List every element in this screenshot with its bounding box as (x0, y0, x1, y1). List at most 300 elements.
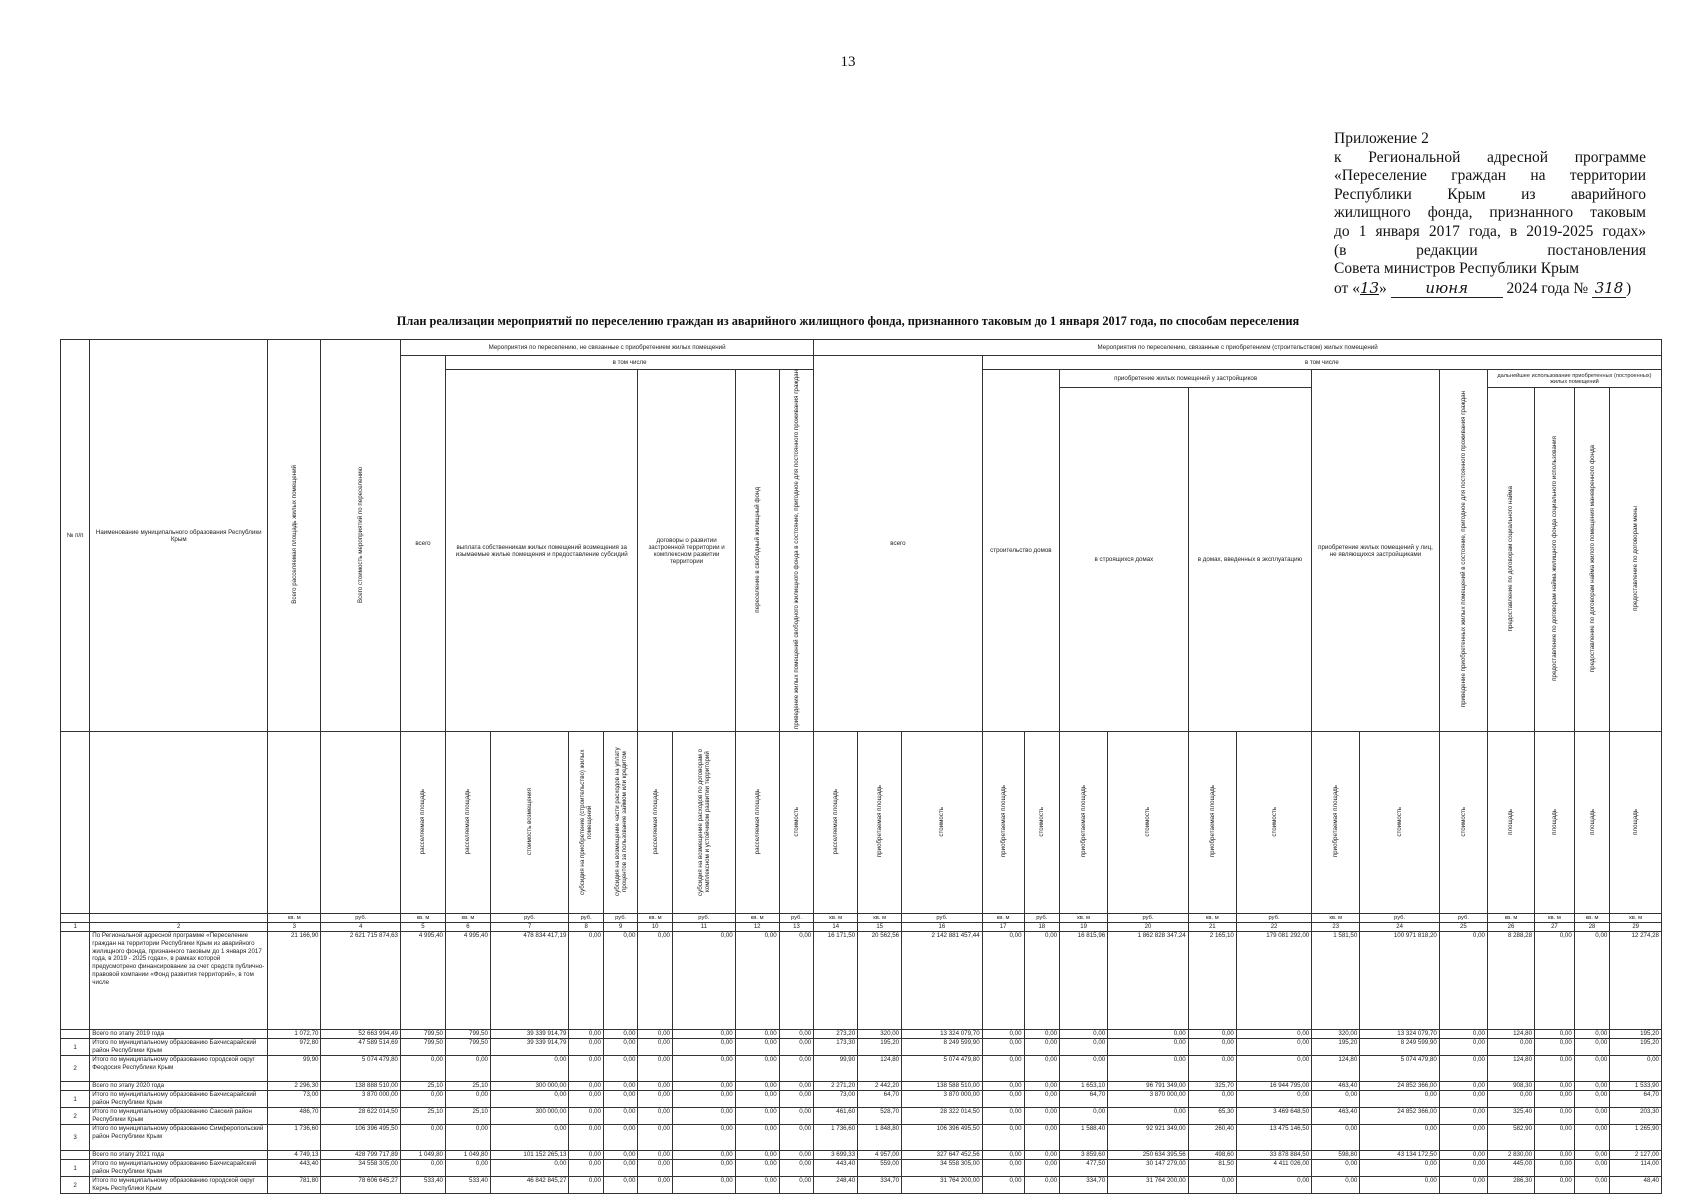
units-cell: кв. м (1487, 914, 1534, 923)
table-cell: 73,00 (814, 1091, 858, 1108)
table-cell: 0,00 (638, 1082, 673, 1091)
units-cell: кв. м (1060, 914, 1108, 923)
sub-cost: стоимость (1459, 806, 1467, 837)
table-cell: 0,00 (1188, 1177, 1236, 1194)
column-numbers-row (61, 923, 1662, 932)
header-free-fund: переселение в свободный жилищный фонд (753, 486, 761, 613)
table-row (61, 1091, 1662, 1108)
table-cell: 13 475 146,50 (1236, 1125, 1311, 1151)
header-including-2: в том числе (982, 356, 1661, 370)
table-cell: 533,40 (400, 1177, 445, 1194)
table-cell: 0,00 (1024, 1151, 1060, 1160)
table-body (61, 932, 1662, 1194)
document-title: План реализации мероприятий по переселению граждан из аварийного жилищного фонда, признанного таковым до 1 января 2017 года, по способам переселения (396, 314, 1300, 328)
table-cell: 477,50 (1060, 1160, 1108, 1177)
table-cell: 0,00 (779, 1056, 814, 1082)
table-cell: 533,40 (445, 1177, 490, 1194)
table-cell: 0,00 (779, 1177, 814, 1194)
column-number-cell: 6 (445, 923, 490, 932)
table-cell: 0,00 (1574, 1108, 1610, 1125)
sub-subsidy-compensation: субсидия на возмещение расходов по договорам о комплексном и устойчивом развитии территорий (696, 747, 711, 896)
column-number-cell: 15 (858, 923, 902, 932)
table-cell: 0,00 (603, 1160, 638, 1177)
units-cell: руб. (1360, 914, 1440, 923)
table-cell: 0,00 (982, 1039, 1024, 1056)
units-cell (90, 914, 268, 923)
column-number-cell: 21 (1188, 923, 1236, 932)
table-cell: 0,00 (672, 1108, 735, 1125)
table-cell: 445,00 (1487, 1160, 1534, 1177)
table-cell: 0,00 (1312, 1177, 1360, 1194)
table-cell: 0,00 (672, 1030, 735, 1039)
appendix-line: Приложение 2 (1334, 130, 1429, 147)
table-cell: 1 581,50 (1312, 932, 1360, 1030)
handwritten-month: июня (1391, 279, 1503, 299)
table-cell: 21 166,90 (268, 932, 321, 1030)
table-cell: 0,00 (779, 932, 814, 1030)
table-cell: 28 322 014,50 (902, 1108, 983, 1125)
table-cell: 13 324 079,70 (902, 1030, 983, 1039)
table-cell: 0,00 (735, 1125, 779, 1151)
table-cell: 92 921 349,00 (1108, 1125, 1189, 1151)
table-cell: 0,00 (982, 1082, 1024, 1091)
table-cell: 0,00 (1574, 1177, 1610, 1194)
table-cell: 0,00 (1439, 1125, 1487, 1151)
table-cell: 0,00 (1360, 1160, 1440, 1177)
table-cell: 43 134 172,50 (1360, 1151, 1440, 1160)
table-cell: 0,00 (490, 1056, 568, 1082)
appendix-line: жилищного фонда, признанного таковым (1334, 204, 1646, 222)
units-cell: руб. (569, 914, 604, 923)
handwritten-number: 318 (1592, 279, 1626, 299)
table-cell: 0,00 (569, 1177, 604, 1194)
column-number-cell: 22 (1236, 923, 1311, 932)
table-cell: 3 870 000,00 (321, 1091, 401, 1108)
table-cell: 0,00 (400, 1091, 445, 1108)
table-cell: 1 736,60 (268, 1125, 321, 1151)
row-number: 1 (61, 1091, 90, 1108)
sub-area: площадь (1632, 808, 1640, 835)
table-cell: 0,00 (1574, 1151, 1610, 1160)
column-number-cell: 1 (61, 923, 90, 932)
table-cell: 1 049,80 (400, 1151, 445, 1160)
table-cell: 0,00 (603, 1082, 638, 1091)
units-cell: руб. (490, 914, 568, 923)
table-cell: 1 265,90 (1610, 1125, 1662, 1151)
header-social-hire: предоставление по договорам социального найма (1507, 485, 1515, 632)
column-number-cell: 9 (603, 923, 638, 932)
table-cell: 203,30 (1610, 1108, 1662, 1125)
units-cell: кв. м (982, 914, 1024, 923)
table-cell: 0,00 (1535, 1091, 1575, 1108)
table-cell: 4 749,13 (268, 1151, 321, 1160)
table-cell: 0,00 (779, 1082, 814, 1091)
table-cell: 0,00 (569, 1160, 604, 1177)
table-cell: 31 764 200,00 (902, 1177, 983, 1194)
column-number-cell: 26 (1487, 923, 1534, 932)
table-cell: 0,00 (1574, 1030, 1610, 1039)
table-cell: 64,70 (1610, 1091, 1662, 1108)
table-cell: 0,00 (569, 1082, 604, 1091)
table-cell: 0,00 (490, 1091, 568, 1108)
table-cell: 2 621 715 874,63 (321, 932, 401, 1030)
table-row (61, 1160, 1662, 1177)
table-cell: 0,00 (1535, 1177, 1575, 1194)
table-cell: 8 288,28 (1487, 932, 1534, 1030)
table-cell: 582,90 (1487, 1125, 1534, 1151)
table-cell: 0,00 (1312, 1160, 1360, 1177)
table-cell: 0,00 (638, 1030, 673, 1039)
table-cell: 0,00 (603, 1151, 638, 1160)
table-cell: 8 249 599,90 (902, 1039, 983, 1056)
table-cell: 0,00 (1060, 1056, 1108, 1082)
sub-cost: стоимость (792, 806, 800, 837)
units-cell: кв. м (445, 914, 490, 923)
sub-acquired-area: приобретаемая площадь (999, 785, 1007, 858)
table-cell: 0,00 (400, 1160, 445, 1177)
column-number-cell: 17 (982, 923, 1024, 932)
row-number: 2 (61, 1108, 90, 1125)
units-cell: кв. м (1188, 914, 1236, 923)
table-cell: 781,80 (268, 1177, 321, 1194)
table-cell: 0,00 (735, 1030, 779, 1039)
table-cell: 52 663 994,49 (321, 1030, 401, 1039)
header-name: Наименование муниципального образования Республики Крым (90, 340, 268, 732)
header-exchange: предоставление по договорам мены (1632, 506, 1640, 611)
table-cell: 0,00 (982, 1125, 1024, 1151)
column-number-cell: 5 (400, 923, 445, 932)
table-cell: 273,20 (814, 1030, 858, 1039)
header-contracts: договоры о развитии застроенной территории и комплексном развитии территории (638, 370, 735, 732)
table-cell: 0,00 (672, 1160, 735, 1177)
table-cell: 0,00 (779, 1151, 814, 1160)
table-cell: 0,00 (1535, 1056, 1575, 1082)
header-group-not-related: Мероприятия по переселению, не связанные с приобретением жилых помещений (400, 340, 813, 356)
units-cell: руб. (321, 914, 401, 923)
header-payment: выплата собственникам жилых помещений возмещения за изымаемые жилые помещения и предоставление субсидий (445, 370, 637, 732)
appendix-line: к Региональной адресной программе (1334, 148, 1646, 166)
table-cell: 0,00 (672, 1056, 735, 1082)
table-cell: 4 995,40 (400, 932, 445, 1030)
header-vacant: приведение жилых помещений свободного жилищного фонда в состояние, пригодное для постоянного проживания граждан (792, 370, 800, 729)
table-row (61, 1082, 1662, 1091)
table-cell: 13 324 079,70 (1360, 1030, 1440, 1039)
table-cell: 28 622 014,50 (321, 1108, 401, 1125)
page-number: 13 (840, 54, 856, 70)
table-cell: 33 878 884,50 (1236, 1151, 1311, 1160)
table-cell: 0,00 (1439, 1030, 1487, 1039)
table-cell: 0,00 (1024, 1125, 1060, 1151)
table-cell: 0,00 (638, 1108, 673, 1125)
appendix-line: до 1 января 2017 года, в 2019-2025 годах» (1334, 222, 1646, 240)
handwritten-day: 13 (1359, 278, 1380, 297)
table-cell: 4 995,40 (445, 932, 490, 1030)
units-cell: кв. м (1574, 914, 1610, 923)
table-cell: 0,00 (603, 1108, 638, 1125)
table-cell: 0,00 (982, 1108, 1024, 1125)
table-cell: 799,50 (445, 1039, 490, 1056)
header-construction: строительство домов (982, 370, 1059, 732)
table-cell: 24 852 366,00 (1360, 1082, 1440, 1091)
header-total-cost: Всего стоимость мероприятий по переселению (357, 466, 365, 603)
table-cell: 0,00 (1024, 1091, 1060, 1108)
row-name: Всего по этапу 2019 года (90, 1030, 268, 1039)
table-cell: 0,00 (982, 1151, 1024, 1160)
table-cell: 0,00 (1610, 1056, 1662, 1082)
table-cell: 799,50 (400, 1039, 445, 1056)
table-cell: 106 396 495,50 (902, 1125, 983, 1151)
table-cell: 64,70 (1060, 1091, 1108, 1108)
table-cell: 12 274,28 (1610, 932, 1662, 1030)
table-cell: 0,00 (735, 1091, 779, 1108)
table-cell: 0,00 (1024, 1177, 1060, 1194)
table-cell: 0,00 (1439, 1160, 1487, 1177)
units-cell: руб. (1108, 914, 1189, 923)
table-cell: 0,00 (1574, 1056, 1610, 1082)
units-row (61, 914, 1662, 923)
table-cell: 2 271,20 (814, 1082, 858, 1091)
table-cell: 195,20 (1312, 1039, 1360, 1056)
table-cell: 0,00 (1108, 1108, 1189, 1125)
table-cell: 0,00 (779, 1125, 814, 1151)
units-cell: руб. (1439, 914, 1487, 923)
table-cell: 325,40 (1487, 1108, 1534, 1125)
table-cell: 0,00 (672, 1151, 735, 1160)
table-cell: 0,00 (1535, 1082, 1575, 1091)
table-cell: 0,00 (1574, 1082, 1610, 1091)
table-cell: 0,00 (982, 932, 1024, 1030)
table-cell: 250 634 395,56 (1108, 1151, 1189, 1160)
table-cell: 486,70 (268, 1108, 321, 1125)
table-cell: 325,70 (1188, 1082, 1236, 1091)
table-cell: 1 533,90 (1610, 1082, 1662, 1091)
table-cell: 25,10 (400, 1082, 445, 1091)
table-cell: 39 339 914,79 (490, 1039, 568, 1056)
resettlement-plan-table (60, 339, 1662, 1194)
column-number-cell: 20 (1108, 923, 1189, 932)
row-name: Итого по муниципальному образованию Бахчисарайский район Республики Крым (90, 1160, 268, 1177)
table-cell: 34 558 305,00 (321, 1160, 401, 1177)
table-cell: 0,00 (1439, 932, 1487, 1030)
table-cell: 0,00 (569, 1125, 604, 1151)
table-cell: 0,00 (1439, 1091, 1487, 1108)
column-number-cell: 4 (321, 923, 401, 932)
sub-compensation-cost: стоимость возмещения (526, 787, 534, 856)
table-cell: 0,00 (638, 1091, 673, 1108)
table-cell: 799,50 (400, 1030, 445, 1039)
table-cell: 0,00 (1360, 1091, 1440, 1108)
table-cell: 598,80 (1312, 1151, 1360, 1160)
sub-acquired-area: приобретаемая площадь (1208, 785, 1216, 858)
header-total-area: Всего расселяемая площадь жилых помещений (290, 465, 298, 604)
table-cell: 0,00 (735, 1160, 779, 1177)
table-cell: 0,00 (1487, 1091, 1534, 1108)
table-cell: 260,40 (1188, 1125, 1236, 1151)
table-cell: 0,00 (982, 1056, 1024, 1082)
table-cell: 0,00 (569, 1030, 604, 1039)
column-number-cell: 25 (1439, 923, 1487, 932)
table-cell: 0,00 (672, 1125, 735, 1151)
table-cell: 0,00 (1060, 1108, 1108, 1125)
table-cell: 0,00 (445, 1160, 490, 1177)
table-cell: 3 870 000,00 (902, 1091, 983, 1108)
column-number-cell: 19 (1060, 923, 1108, 932)
table-cell: 0,00 (1312, 1125, 1360, 1151)
table-cell: 100 971 818,20 (1360, 932, 1440, 1030)
header-total-1: всего (400, 356, 445, 732)
table-cell: 2 127,00 (1610, 1151, 1662, 1160)
table-cell: 0,00 (1312, 1091, 1360, 1108)
table-cell: 5 074 479,80 (321, 1056, 401, 1082)
table-cell: 0,00 (638, 1056, 673, 1082)
units-cell: кв. м (1610, 914, 1662, 923)
table-cell: 0,00 (638, 1160, 673, 1177)
table-cell: 461,60 (814, 1108, 858, 1125)
units-cell: кв. м (1312, 914, 1360, 923)
row-number (61, 1082, 90, 1091)
table-cell: 0,00 (672, 1039, 735, 1056)
table-cell: 5 074 479,80 (1360, 1056, 1440, 1082)
column-number-cell: 13 (779, 923, 814, 932)
table-cell: 0,00 (1188, 1030, 1236, 1039)
table-cell: 478 834 417,19 (490, 932, 568, 1030)
appendix-block (1334, 130, 1646, 298)
row-name: Всего по этапу 2021 года (90, 1151, 268, 1160)
table-cell: 138 888 510,00 (321, 1082, 401, 1091)
table-cell: 0,00 (1024, 1108, 1060, 1125)
table-cell: 5 074 479,80 (902, 1056, 983, 1082)
units-cell: руб. (902, 914, 983, 923)
appendix-date-line (1334, 279, 1646, 299)
table-cell: 25,10 (445, 1108, 490, 1125)
table-cell: 0,00 (779, 1160, 814, 1177)
table-cell: 0,00 (1535, 1030, 1575, 1039)
units-cell: кв. м (638, 914, 673, 923)
table-cell: 8 249 599,90 (1360, 1039, 1440, 1056)
appendix-line: (в редакции постановления (1334, 241, 1646, 259)
table-cell: 1 049,80 (445, 1151, 490, 1160)
table-cell: 0,00 (1439, 1056, 1487, 1082)
table-cell: 0,00 (569, 1039, 604, 1056)
table-cell: 0,00 (490, 1160, 568, 1177)
sub-resettled-area: расселяемая площадь (651, 788, 659, 855)
table-cell: 0,00 (638, 932, 673, 1030)
table-cell: 106 396 495,50 (321, 1125, 401, 1151)
units-cell: руб. (1236, 914, 1311, 923)
sub-resettled-area: расселяемая площадь (419, 788, 427, 855)
appendix-line: Совета министров Республики Крым (1334, 260, 1580, 278)
table-cell: 0,00 (400, 1056, 445, 1082)
table-cell: 0,00 (735, 1177, 779, 1194)
table-row (61, 1030, 1662, 1039)
table-cell: 124,80 (1487, 1056, 1534, 1082)
table-cell: 0,00 (445, 1056, 490, 1082)
table-cell: 0,00 (603, 1056, 638, 1082)
table-cell: 1 736,60 (814, 1125, 858, 1151)
row-name: Итого по муниципальному образованию городской округ Керчь Республики Крым (90, 1177, 268, 1194)
table-cell: 0,00 (1236, 1056, 1311, 1082)
column-number-cell: 10 (638, 923, 673, 932)
sub-resettled-area: расселяемая площадь (832, 788, 840, 855)
units-cell: руб. (779, 914, 814, 923)
table-cell: 327 647 452,56 (902, 1151, 983, 1160)
table-cell: 25,10 (400, 1108, 445, 1125)
header-social-use-hire: предоставление по договорам найма жилищного фонда социального использования (1550, 436, 1558, 681)
table-cell: 0,00 (1024, 1160, 1060, 1177)
table-cell: 0,00 (569, 1056, 604, 1082)
appendix-line: Республики Крым из аварийного (1334, 185, 1646, 203)
table-cell: 0,00 (603, 1177, 638, 1194)
table-cell: 0,00 (1060, 1039, 1108, 1056)
table-cell: 443,40 (814, 1160, 858, 1177)
table-cell: 300 000,00 (490, 1082, 568, 1091)
table-cell: 0,00 (779, 1091, 814, 1108)
table-cell: 320,00 (1312, 1030, 1360, 1039)
table-cell: 0,00 (1108, 1030, 1189, 1039)
header-under-construction: в строящихся домах (1060, 388, 1189, 732)
column-number-cell: 23 (1312, 923, 1360, 932)
column-number-cell: 7 (490, 923, 568, 932)
header-further-use: дальнейшее использование приобретенных (построенных) жилых помещений (1487, 370, 1661, 388)
table-cell: 0,00 (445, 1091, 490, 1108)
table-row (61, 932, 1662, 1030)
table-cell: 0,00 (1439, 1177, 1487, 1194)
sub-cost: стоимость (1144, 806, 1152, 837)
table-cell: 799,50 (445, 1030, 490, 1039)
sub-cost: стоимость (1038, 806, 1046, 837)
table-cell: 0,00 (445, 1125, 490, 1151)
table-cell: 0,00 (638, 1177, 673, 1194)
table-cell: 0,00 (1535, 1125, 1575, 1151)
table-cell: 498,60 (1188, 1151, 1236, 1160)
table-cell: 1 862 828 347,24 (1108, 932, 1189, 1030)
table-cell: 65,30 (1188, 1108, 1236, 1125)
table-cell: 0,00 (779, 1030, 814, 1039)
table-cell: 3 469 648,50 (1236, 1108, 1311, 1125)
table-cell: 0,00 (672, 1177, 735, 1194)
sub-area: площадь (1507, 808, 1515, 835)
row-number (61, 1030, 90, 1039)
column-number-cell: 28 (1574, 923, 1610, 932)
table-cell: 0,00 (603, 1091, 638, 1108)
table-cell: 0,00 (1236, 1091, 1311, 1108)
table-cell: 78 606 645,27 (321, 1177, 401, 1194)
row-number: 2 (61, 1177, 90, 1194)
sub-cost: стоимость (938, 806, 946, 837)
column-number-cell: 27 (1535, 923, 1575, 932)
table-cell: 2 442,20 (858, 1082, 902, 1091)
table-cell: 972,80 (268, 1039, 321, 1056)
table-cell: 195,20 (1610, 1030, 1662, 1039)
header-num: № п/п (61, 340, 90, 732)
table-cell: 0,00 (982, 1030, 1024, 1039)
table-cell: 64,70 (858, 1091, 902, 1108)
table-cell: 101 152 265,13 (490, 1151, 568, 1160)
table-cell: 0,00 (1024, 1056, 1060, 1082)
table-cell: 0,00 (490, 1125, 568, 1151)
table-cell: 0,00 (672, 1082, 735, 1091)
table-cell: 0,00 (1574, 1125, 1610, 1151)
table-cell: 20 562,56 (858, 932, 902, 1030)
header-commissioned: в домах, введенных в эксплуатацию (1188, 388, 1311, 732)
table-cell: 0,00 (569, 1151, 604, 1160)
table-cell: 16 944 795,00 (1236, 1082, 1311, 1091)
table-cell: 195,20 (1610, 1039, 1662, 1056)
table-cell: 1 653,10 (1060, 1082, 1108, 1091)
table-cell: 173,30 (814, 1039, 858, 1056)
table-cell: 0,00 (1535, 1160, 1575, 1177)
table-cell: 31 764 200,00 (1108, 1177, 1189, 1194)
